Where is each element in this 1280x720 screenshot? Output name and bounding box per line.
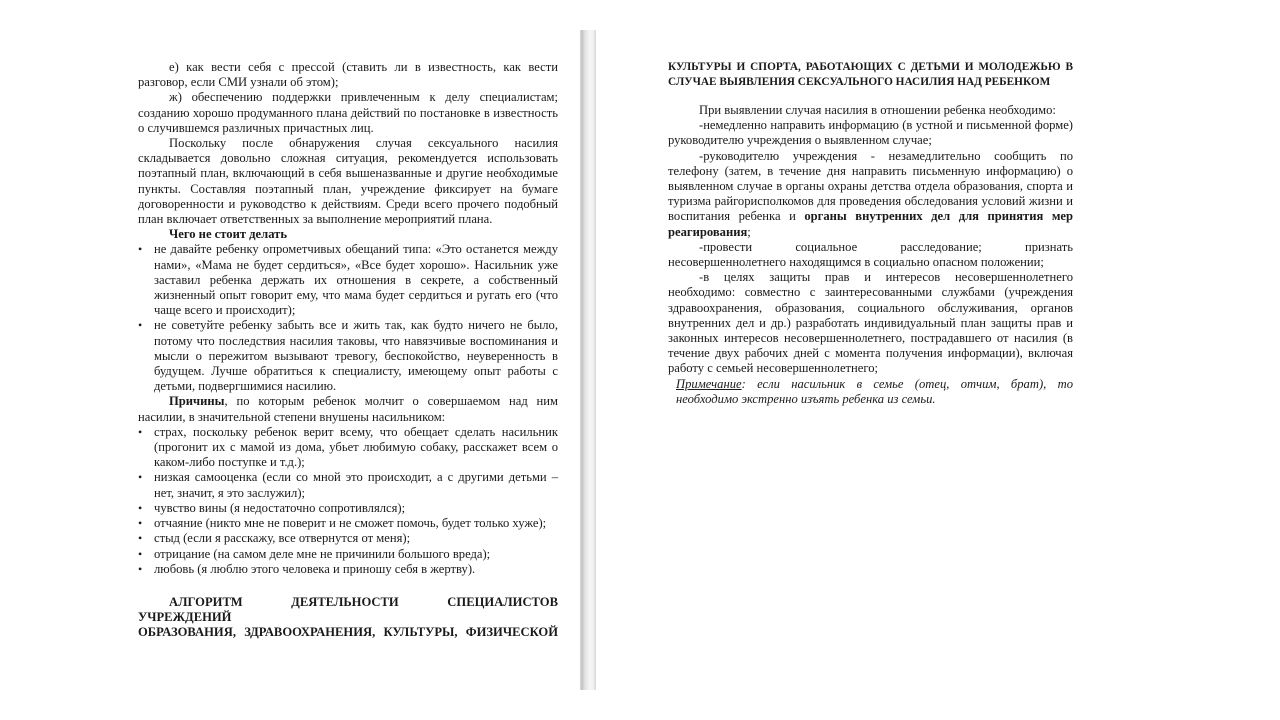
right-page-text — [668, 60, 1073, 407]
spacer — [668, 89, 1073, 103]
plan-paragraph: Поскольку после обнаружения случая сексуального насилия складывается довольно сложная ситуация, рекомендуется использовать поэтапный план, включающий в себя вышеназванные и другие необходимые пункты. Составляя поэтапный план, учреждение фиксирует на бумаге договоренности и руководство к действиям. Среди всего прочего подобный план включает ответственных за выполнение мероприятий плана. — [138, 136, 558, 227]
note-paragraph: Примечание: если насильник в семье (отец, отчим, брат), то необходимо экстренно изъять ребенка из семьи. — [676, 376, 1073, 406]
bullet-icon: • — [138, 561, 143, 576]
reasons-list — [138, 425, 558, 577]
step-2: -руководителю учреждения - незамедлительно сообщить по телефону (затем, в течение дня направить письменную информацию) о выявленном случае в органы охраны детства отдела образования, спорта и туризма райгорисполкомов для проведения обследования условий жизни и воспитания ребенка и органы внутренних дел для принятия мер реагирования; — [668, 148, 1073, 239]
dont-list — [138, 242, 558, 394]
left-page — [125, 0, 580, 690]
page-divider — [580, 30, 596, 690]
intro-paragraph: При выявлении случая насилия в отношении ребенка необходимо: — [699, 103, 1056, 117]
note-label: Примечание — [676, 376, 742, 391]
step-3: -провести социальное расследование; признать несовершеннолетнего находящимся в социально опасном положении; — [668, 239, 1073, 270]
bullet-icon: • — [138, 242, 143, 257]
item-zh: ж) обеспечению поддержки привлеченным к делу специалистам; созданию хорошо продуманного плана действий по постановке в известность о случившемся различных причастных лиц. — [138, 90, 558, 135]
list-item: • чувство вины (я недостаточно сопротивлялся); — [138, 500, 406, 515]
step-4: -в целях защиты прав и интересов несовершеннолетнего необходимо: совместно с заинтересованными службами (учреждения здравоохранения, образования, социального обслуживания, органов внутренних дел и др.) разработать индивидуальный план защиты прав и законных интересов несовершеннолетнего, пострадавшего от насилия (в течение двух рабочих дней с момента получения информации), включая работу с семьей несовершеннолетнего; — [668, 270, 1073, 376]
bullet-icon: • — [138, 318, 143, 333]
right-page — [596, 0, 1086, 690]
section-heading: КУЛЬТУРЫ И СПОРТА, РАБОТАЮЩИХ С ДЕТЬМИ И МОЛОДЕЖЬЮ В СЛУЧАЕ ВЫЯВЛЕНИЯ СЕКСУАЛЬНОГО НАСИЛИЯ НАД РЕБЕНКОМ — [668, 61, 1073, 88]
list-item: • не советуйте ребенку забыть все и жить так, как будто ничего не было, потому что последствия насилия таковы, что навязчивые воспоминания и мысли о пережитом вызывают тревогу, беспокойство, неуверенность в будущем. Лучше обратиться к специалисту, имеющему опыт работы с детьми, подвергшимися насилию. — [138, 318, 558, 394]
reasons-bold: Причины — [169, 394, 225, 409]
algorithm-heading-line1: АЛГОРИТМ ДЕЯТЕЛЬНОСТИ СПЕЦИАЛИСТОВ УЧРЕЖДЕНИЙ — [138, 594, 558, 625]
list-item: • любовь (я люблю этого человека и приношу себя в жертву). — [138, 561, 476, 576]
list-item: • отчаяние (никто мне не поверит и не сможет помочь, будет только хуже); — [138, 516, 547, 531]
item-e: е) как вести себя с прессой (ставить ли в известность, как вести разговор, если СМИ узнали об этом); — [138, 60, 558, 90]
bullet-icon: • — [138, 516, 143, 531]
list-item: • не давайте ребенку опрометчивых обещаний типа: «Это останется между нами», «Мама не будет сердиться», «Все будет хорошо». Насильник уже заставил ребенка держать их отношения в секрете, а собственный жизненный опыт говорит ему, что мама будет сердиться и ругать его (что чаще всего и происходит); — [138, 242, 558, 318]
step-1: -немедленно направить информацию (в устной и письменной форме) руководителю учреждения о выявленном случае; — [668, 118, 1073, 148]
list-item: • отрицание (на самом деле мне не причинили большого вреда); — [138, 546, 491, 561]
left-page-text — [138, 60, 558, 641]
bullet-icon: • — [138, 500, 143, 515]
reasons-paragraph: Причины, по которым ребенок молчит о совершаемом над ним насилии, в значительной степени внушены насильником: — [138, 394, 558, 424]
dont-heading: Чего не стоит делать — [169, 227, 288, 242]
step-2-bold: органы внутренних дел для принятия мер реагирования — [668, 209, 1073, 239]
bullet-icon: • — [138, 424, 143, 439]
bullet-icon: • — [138, 546, 143, 561]
bullet-icon: • — [138, 531, 143, 546]
list-item: • низкая самооценка (если со мной это происходит, а с другими детьми – нет, значит, я это заслужил); — [138, 470, 558, 500]
bullet-icon: • — [138, 470, 143, 485]
algorithm-heading-line2: ОБРАЗОВАНИЯ, ЗДРАВООХРАНЕНИЯ, КУЛЬТУРЫ, ФИЗИЧЕСКОЙ — [138, 625, 558, 640]
list-item: • страх, поскольку ребенок верит всему, что обещает сделать насильник (прогонит их с мамой из дома, убьет любимую собаку, расскажет всем о каком-либо поступке и т.д.); — [138, 424, 558, 470]
list-item: • стыд (если я расскажу, все отвернутся от меня); — [138, 531, 411, 546]
